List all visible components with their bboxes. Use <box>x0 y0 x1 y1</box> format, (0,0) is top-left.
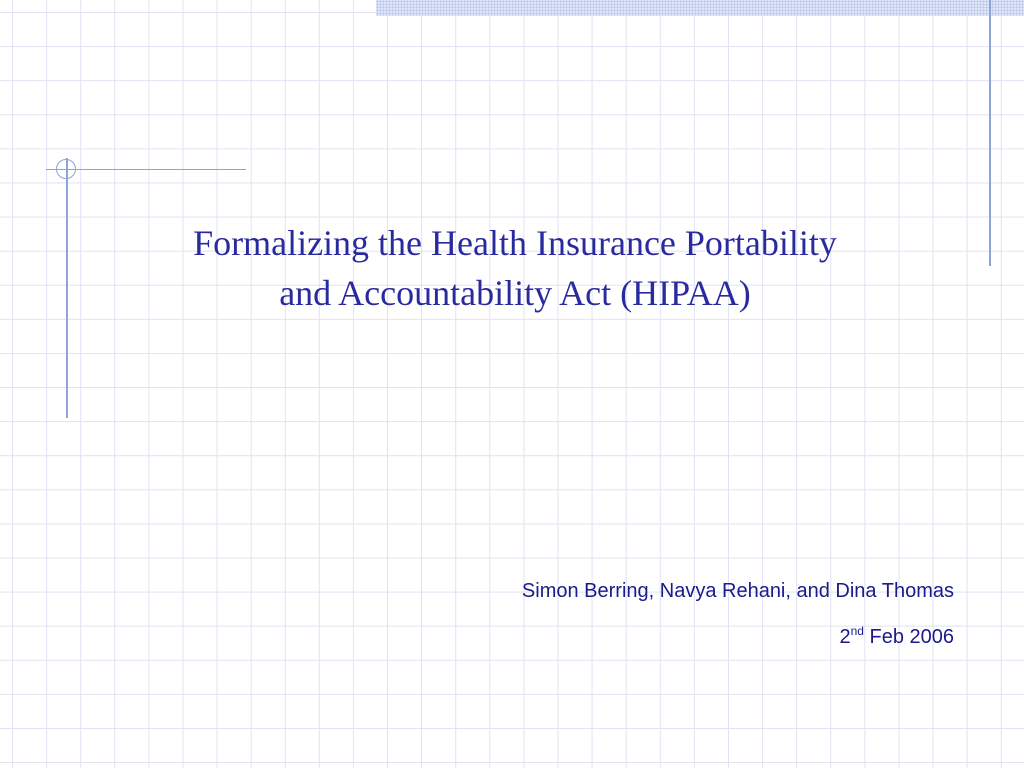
date-ordinal-suffix: nd <box>850 624 864 638</box>
decorative-left-line <box>66 158 68 418</box>
date-day: 2 <box>839 626 851 648</box>
slide-title-line-2: and Accountability Act (HIPAA) <box>279 273 751 313</box>
slide-title <box>90 218 940 318</box>
decorative-right-line <box>989 0 991 266</box>
slide-authors: Simon Berring, Navya Rehani, and Dina Thomas <box>521 580 954 602</box>
slide-title-line-1: Formalizing the Health Insurance Portability <box>193 223 837 263</box>
date-month-year: Feb 2006 <box>863 626 954 648</box>
decorative-circle-icon <box>56 159 76 179</box>
decorative-horizontal-line <box>46 169 246 170</box>
decorative-top-band <box>376 0 1024 16</box>
slide-date <box>839 626 954 649</box>
